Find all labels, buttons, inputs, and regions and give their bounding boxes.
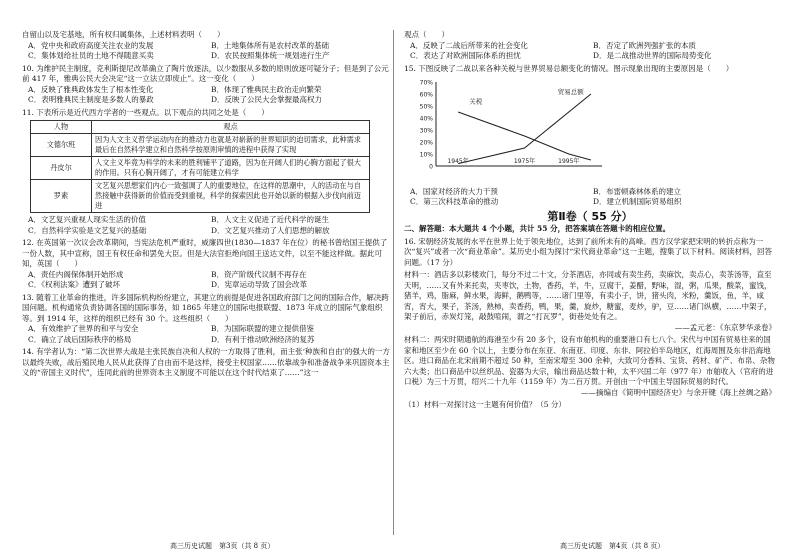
q13-option-b[interactable]: B．为国际联盟的建立提供借鉴 <box>211 324 315 333</box>
q12-stem: 12. 在英国第一次议会改革期间，当宪法危机严重时，威廉四世(1830—1837 年在位）的秘书曾给国王提供了一份人数，其中宣称，国王有权任命和罢免大臣。但是大法官拒绝向国王送达文件，以至不能这样做。据此可知，英国（ ） <box>22 238 388 268</box>
line-chart <box>412 76 612 181</box>
material-1: 材料一：酒店多以彩楼欢门，每分不过二十文，分茶酒店，亦同或有卖生药，卖麻饮，卖点心，卖茶汤等，直至天明，……又有外来托卖，夹枣饮，土物，香药，羊，牛，豆腐干，姜醋，野味，湿，粥，瓜果，酸菜，蜜饯，猪羊，鸡，脂麻，鲜水果，海鲜，鹅鸭等，……诸门里等，有卖小子，饼，猪头肉，米粉，羹饭，鱼，羊，咸宵，宵大，果子，茶汤，熟柿，卖香药，鸭，果，羹，旋炒，糖蜜，麦炒，驴，豆……诸门纵横，……中架子，架子前后，赤炭灯笼，敲鼓喧闹，谓之“打瓦罗”，街巷处处有之。 <box>404 270 772 321</box>
footer-right: 高三历史试题 第4页（共 8 页） <box>560 542 665 550</box>
q10-option-c[interactable]: C．表明雅典民主制度是多数人的暴政 <box>28 95 154 104</box>
y-tick-label: 0 <box>429 163 433 171</box>
q14-option-a[interactable]: A．反映了二战后所带来的社会变化 <box>410 40 528 50</box>
q9-options-row2 <box>22 51 394 62</box>
q11-option-b[interactable]: B．人文主义促进了近代科学的诞生 <box>211 215 330 224</box>
q15-option-b[interactable]: B．布雷顿森林体系的建立 <box>593 186 682 196</box>
q9-options <box>22 41 394 52</box>
series-label: 关税 <box>469 97 483 106</box>
q14-tail: 观点（ ） <box>404 30 449 39</box>
q11-table <box>30 120 370 213</box>
material-2-source: ——摘编自《简明中国经济史》与余开键《海上丝绸之路》 <box>581 387 776 397</box>
table-header-person: 人物 <box>31 121 92 134</box>
q16-sub1: （1）材料一对探讨这一主题有何价值？（5 分） <box>404 400 566 409</box>
y-tick-label: 30% <box>419 127 433 135</box>
q10-options <box>22 85 394 96</box>
q9-tail: 自留山以及宅基地，所有权归属集体，上述材料表明（ ） <box>22 30 225 39</box>
page-divider <box>393 30 394 535</box>
q15-option-a[interactable]: A．国家对经济的大力干预 <box>410 186 498 196</box>
q15-options-row2 <box>404 197 776 208</box>
q10-stem: 10. 为维护民主制度，克利斯提尼改革确立了陶片放逐法，以少数服从多数的原则放逐可疑分子；但是到了公元前 417 年，雅典公民大会决定“这一立法立即废止”。这一变化（ ） <box>22 63 389 83</box>
y-tick-label: 50% <box>419 103 433 111</box>
material-2: 材料二：两宋时期通航的海港至少有 20 多个，设有市舶机构的重要港口有七八个。宋代与中国有贸易往来的国家和地区至少在 60 个以上，主要分布在东亚、东南亚、印度、东非、阿拉伯半岛地区，红海周围及东非沿海地区。进口商品在北宋前期不超过 50 种，至南宋增至 300 余种，大致可分香料、宝货、药材、矿产、布帛、杂物六大类；出口商品中以丝织品、瓷器为大宗，输出商品达数十种，太平兴国二年（977 年）市舶收入（官府的进口税）为三十万贯，绍兴二十九年（1159 年）为二百万贯。开创由一个中国主导国际贸易的时代。 <box>404 335 775 386</box>
series-label: 贸易总额 <box>557 88 584 96</box>
q11-options <box>22 215 394 226</box>
table-row <box>31 134 370 157</box>
y-tick-label: 60% <box>419 91 433 99</box>
table-row <box>31 157 370 180</box>
q13-option-c[interactable]: C．确立了战后国际秩序的格局 <box>28 334 132 344</box>
y-tick-label: 20% <box>419 139 433 147</box>
table-cell-name: 罗素 <box>31 180 92 213</box>
q13-option-d[interactable]: D．有利于推动欧洲经济的复苏 <box>211 334 315 344</box>
q12-options <box>22 270 394 281</box>
q13-options-row2 <box>22 335 394 346</box>
y-tick-label: 40% <box>419 115 433 123</box>
q12-options-row2 <box>22 280 394 291</box>
q10-options-row2 <box>22 95 394 106</box>
y-tick-label: 70% <box>419 79 433 87</box>
q15-chart <box>412 76 776 185</box>
q9-option-d[interactable]: D．农民按照集体统一规划进行生产 <box>211 51 330 60</box>
q11-options-row2 <box>22 226 394 237</box>
q12-option-d[interactable]: D．宪章运动导致了国会改革 <box>211 280 308 289</box>
footer-left: 高三历史试题 第3页（共 8 页） <box>170 542 275 550</box>
q9-option-b[interactable]: B．土地集体所有是农村改革的基础 <box>211 40 330 50</box>
x-tick-label: 1995年 <box>558 158 580 165</box>
table-cell-view: 因为人文主义哲学运动内在的推动力也就是对崭新的世界知识的迫切需求，此种需求最后在自然科学建立和自然科学按原则审慎的进程中获得了实现 <box>92 134 370 157</box>
q9-option-c[interactable]: C．集体划给社员的土地不得随意买卖 <box>28 51 154 60</box>
q14-options-row2 <box>404 51 776 62</box>
q16-stem: 16. 宋朝经济发展的水平在世界上处于领先地位，达到了前所未有的高峰。西方汉学家把宋明的转折点称为一次“复兴”或者一次“商业革命”。某历史小组为探讨“宋代商业革命”这一主题，搜集了以下材料。阅读材料，回答问题。（17 分） <box>404 236 773 267</box>
q15-option-d[interactable]: D．建立机制国际贸易组织 <box>593 197 682 206</box>
q12-option-b[interactable]: B．资产阶级代议制不再存在 <box>211 269 307 279</box>
tariff-line <box>458 112 591 160</box>
right-page <box>404 30 776 535</box>
table-row <box>31 180 370 213</box>
material-1-source: ——孟元老：《东京梦华录卷》 <box>674 322 776 332</box>
q14-option-c[interactable]: C．表达了对欧洲国际体系的担忧 <box>410 51 521 60</box>
table-header-view: 观点 <box>92 121 370 134</box>
q15-options <box>404 187 776 198</box>
q14-options <box>404 41 776 52</box>
q11-option-d[interactable]: D．文艺复兴推动了人们思想的解放 <box>211 225 330 235</box>
q15-option-c[interactable]: C．第三次科技革命的推动 <box>410 197 499 206</box>
q12-option-c[interactable]: C．《权利法案》遭到了破坏 <box>28 280 120 289</box>
x-tick-label: 1975年 <box>513 158 536 165</box>
q13-options <box>22 324 394 335</box>
table-cell-view: 人文主义毕竟为科学的未来的胜利铺平了道路，因为在开阔人们的心胸方面起了很大的作用。只有心胸开阔了，才有可能建立科学 <box>92 157 370 180</box>
q14-option-b[interactable]: B．否定了欧洲列强扩张的本质 <box>593 40 697 50</box>
table-cell-name: 文德尔班 <box>31 134 92 157</box>
q10-option-a[interactable]: A．反映了雅典政体发生了根本性变化 <box>28 84 154 94</box>
q10-option-b[interactable]: B．体现了雅典民主政治走向繁荣 <box>211 84 322 94</box>
q14-option-d[interactable]: D．是二战推动世界的国际局势变化 <box>593 51 712 60</box>
q13-stem: 13. 随着工业革命的推进，许多国际机构纷纷建立，其建立的前提是促进各国政府部门之间的国际合作，解决跨国问题。机构通常负责协调各国的国际事务，如 1865 年建立的国际电报联盟、1873 年成立的国际气象组织等。到 1914 年，这样的组织已经有 30 个。这些组织（ ） <box>22 292 389 323</box>
q10-option-d[interactable]: D．反映了公民大会掌握最高权力 <box>211 95 323 104</box>
section-title: 第Ⅱ卷（ 55 分） <box>547 209 633 223</box>
table-cell-name: 丹皮尔 <box>31 157 92 180</box>
q9-option-a[interactable]: A．党中央和政府高度关注农业的发展 <box>28 40 154 50</box>
q11-option-a[interactable]: A．文艺复兴重视人现实生活的价值 <box>28 215 146 224</box>
table-cell-view: 文艺复兴思想家们内心一致强调了人的重要地位，在这样的思潮中，人的活动在与自然接触中获得新的价值而受到重视，科学的探索因此也开始以新的根据入步伐向前迈进 <box>92 180 370 213</box>
left-page <box>22 30 394 535</box>
x-tick-label: 1945年 <box>447 158 469 165</box>
y-tick-label: 10% <box>419 151 433 159</box>
q13-option-a[interactable]: A．有效维护了世界的和平与安全 <box>28 324 139 333</box>
q11-stem: 11. 下表所示是近代西方学者的一些观点。以下观点的共同之处是（ ） <box>22 107 269 117</box>
q15-stem: 15. 下图反映了二战以来各种关税与世界贸易总额变化的情况。图示现象出现的主要原因是（ ） <box>404 63 734 73</box>
q12-option-a[interactable]: A．责任内阁保体制开始形成 <box>28 269 124 279</box>
q11-option-c[interactable]: C．自然科学实验是文艺复兴的基础 <box>28 225 147 235</box>
instructions: 二、解答题：本大题共 4 个小题，共计 55 分，把答案填在答题卡的相应位置。 <box>404 224 671 233</box>
q14-stem: 14. 有学者认为：“第二次世界大战是主张民族自决和人权的一方取得了胜利，而主张‘种族和自由’的强大的一方以最终失败，战后殖民地人民从此获得了自由而不是这样，接受主权国家……依靠战争和准备战争来巩固资本主义的“帝国主义时代”，连同此前的世界资本主义制度不可能以在这个时代结束了……”这一 <box>22 347 390 377</box>
